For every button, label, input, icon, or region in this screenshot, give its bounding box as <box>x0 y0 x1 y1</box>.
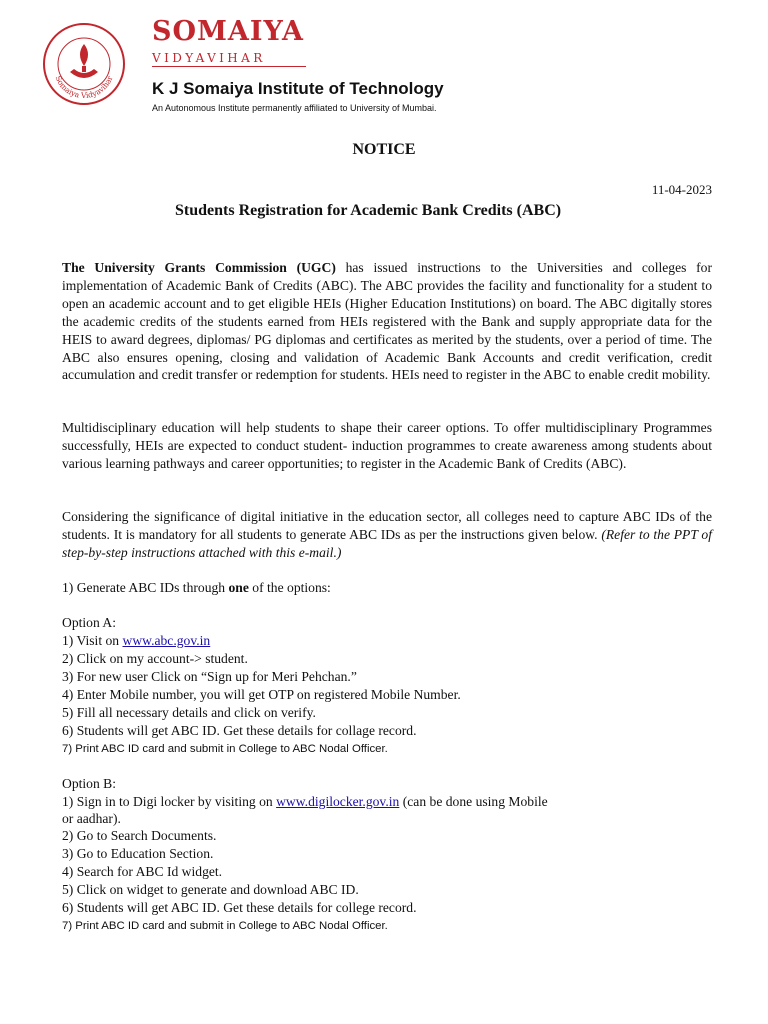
step-text: 1) Sign in to Digi locker by visiting on <box>62 794 277 809</box>
option-b-step-1-cont: or aadhar). <box>62 811 121 826</box>
option-b-step-2: 2) Go to Search Documents. <box>62 828 217 843</box>
option-a-title: Option A: <box>62 615 117 630</box>
option-b-step-5: 5) Click on widget to generate and download ABC ID. <box>62 882 359 897</box>
option-a-step-2: 2) Click on my account-> student. <box>62 651 248 666</box>
option-a-step-1 <box>62 632 210 650</box>
paragraph-body: Considering the significance of digital initiative in the education sector, all colleges need to capture ABC IDs of the students. It is mandatory for all students to generate ABC IDs as per the instructions given below. <box>62 509 712 542</box>
step-text: 1) Visit on <box>62 633 123 648</box>
paragraph-note: (Refer to the PPT of step-by-step instructions attached with this e-mail.) <box>62 526 712 560</box>
option-b-step-1 <box>62 793 548 811</box>
somaiya-logo-icon <box>42 22 126 106</box>
brand-subtitle: VIDYAVIHAR <box>152 51 266 65</box>
notice-title: NOTICE <box>352 141 416 158</box>
generate-instruction <box>62 579 331 597</box>
step-text-post: (can be done using Mobile <box>399 794 548 809</box>
abc-link[interactable]: www.abc.gov.in <box>122 633 211 648</box>
generate-bold: one <box>228 580 249 595</box>
option-a-step-7: 7) Print ABC ID card and submit in College to ABC Nodal Officer. <box>62 743 388 755</box>
paragraph-body: has issued instructions to the Universities and colleges for implementation of Academic Bank of Credits (ABC). The ABC provides the facility and functionality for a student to open an academic account and to get eligible HEIs (Higher Education Institutions) on board. The ABC digitally stores the academic credits of the students earned from HEIs registered with the Bank and supply appropriate data for the HEIS to award degrees, diplomas/ PG diplomas and certificates as merited by the students, over a period of time. The ABC also ensures opening, closing and validation of Academic Bank Accounts and credit verification, credit accumulation and credit transfer or redemption for students. HEIs need to register in the ABC to enable credit mobility. <box>62 260 713 383</box>
option-b-step-4: 4) Search for ABC Id widget. <box>62 864 223 879</box>
paragraph-significance <box>62 508 712 562</box>
option-a-step-4: 4) Enter Mobile number, you will get OTP on registered Mobile Number. <box>62 687 461 702</box>
svg-text:Somaiya Vidyavihar <box>53 74 114 100</box>
brand-name: SOMAIYA <box>152 16 304 47</box>
option-b-title: Option B: <box>62 776 117 791</box>
institute-name: K J Somaiya Institute of Technology <box>152 79 444 98</box>
option-b-step-7: 7) Print ABC ID card and submit in College to ABC Nodal Officer. <box>62 920 388 932</box>
option-a-step-5: 5) Fill all necessary details and click on verify. <box>62 705 316 720</box>
option-b-step-6: 6) Students will get ABC ID. Get these details for college record. <box>62 900 417 915</box>
brand-underline <box>152 66 306 67</box>
option-a-step-6: 6) Students will get ABC ID. Get these details for collage record. <box>62 723 417 738</box>
digilocker-link[interactable]: www.digilocker.gov.in <box>276 794 400 809</box>
notice-date: 11-04-2023 <box>651 182 712 197</box>
paragraph-lead: The University Grants Commission (UGC) <box>62 260 336 275</box>
generate-post: of the options: <box>248 580 331 595</box>
logo-text: Somaiya Vidyavihar <box>53 74 115 101</box>
notice-subject: Students Registration for Academic Bank Credits (ABC) <box>175 202 562 219</box>
institute-subtitle: An Autonomous Institute permanently affiliated to University of Mumbai. <box>152 103 437 113</box>
option-a-step-3: 3) For new user Click on “Sign up for Meri Pehchan.” <box>62 669 357 684</box>
option-b-step-3: 3) Go to Education Section. <box>62 846 214 861</box>
generate-pre: 1) Generate ABC IDs through <box>62 580 229 595</box>
paragraph-ugc <box>62 259 712 384</box>
paragraph-multidisciplinary: Multidisciplinary education will help students to shape their career options. To offer multidisciplinary Programmes successfully, HEIs are expected to conduct student- induction programmes to create awareness among students about various learning pathways and career opportunities; to register in the Academic Bank of Credits (ABC). <box>62 420 712 471</box>
